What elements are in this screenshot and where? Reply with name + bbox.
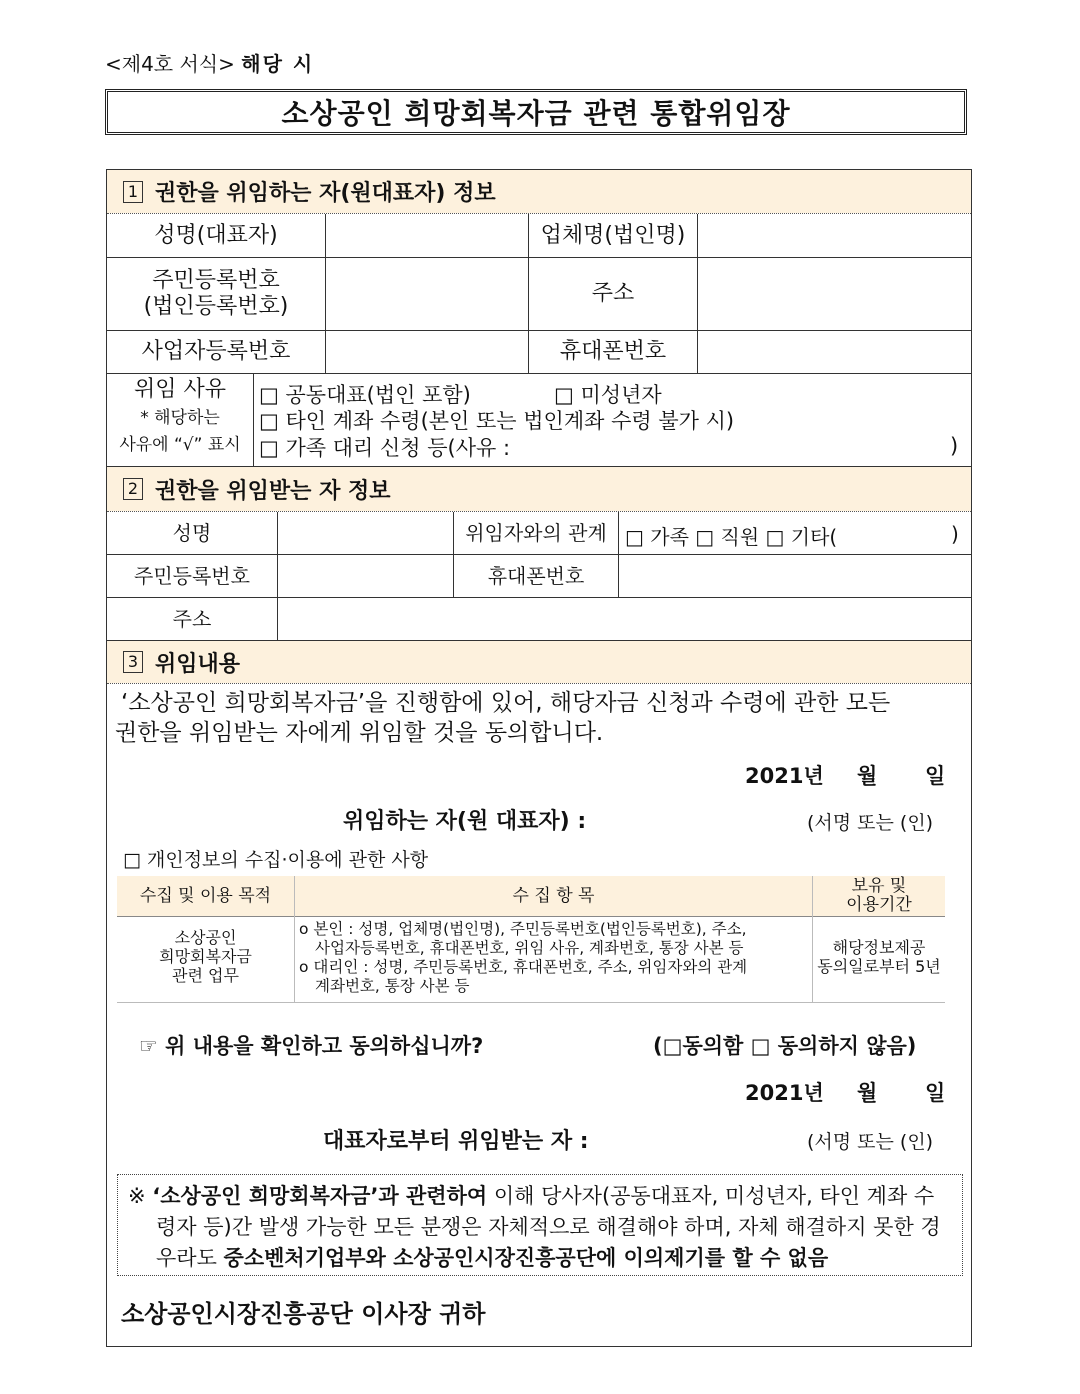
delegation-statement: [115, 688, 965, 748]
delegator-name-field[interactable]: [326, 214, 528, 257]
date-day-1: 일: [925, 764, 946, 788]
reason-option-other-account[interactable]: □ 타인 계좌 수령(본인 또는 법인계좌 수령 불가 시): [259, 409, 735, 433]
delegatee-name-field[interactable]: [278, 512, 453, 554]
delegatee-rrn-field[interactable]: [278, 555, 453, 597]
privacy-purpose-line3: 관련 업무: [172, 966, 239, 985]
section1-heading: 권한을 위임하는 자(원대표자) 정보: [155, 181, 496, 206]
reason-note-line2: 사유에 “√” 표시: [119, 435, 241, 455]
privacy-purpose-line2: 희망회복자금: [159, 947, 252, 966]
date-year-1: 2021년: [745, 764, 824, 788]
delegatee-sign-label: 대표자로부터 위임받는 자 :: [323, 1129, 589, 1154]
biz-reg-field[interactable]: [326, 331, 528, 373]
privacy-col-retention-line1: 보유 및: [851, 876, 907, 896]
delegatee-address-field[interactable]: [278, 598, 971, 640]
section3-heading: 위임내용: [155, 651, 241, 677]
company-name-field[interactable]: [698, 214, 971, 257]
relation-label: 위임자와의 관계: [465, 521, 607, 545]
relation-close-paren: ): [951, 522, 959, 546]
section2-number: 2: [123, 478, 143, 500]
delegatee-name-label: 성명: [172, 521, 212, 545]
privacy-items-line3: o 대리인 : 성명, 주민등록번호, 휴대폰번호, 주소, 위임자와의 관계: [299, 958, 748, 976]
privacy-table: [117, 876, 945, 1002]
privacy-purpose-line1: 소상공인: [174, 928, 237, 947]
delegatee-sign-hint: (서명 또는 (인): [807, 1131, 934, 1153]
privacy-items-line1: o 본인 : 성명, 업체명(법인명), 주민등록번호(법인등록번호), 주소,: [299, 920, 747, 938]
reason-option-minor[interactable]: □ 미성년자: [554, 383, 662, 407]
rrn-field[interactable]: [326, 258, 528, 330]
date-month-1: 월: [857, 764, 878, 788]
privacy-col-retention-line2: 이용기간: [846, 895, 912, 915]
rrn-label: [107, 258, 325, 330]
delegator-phone-field[interactable]: [698, 331, 971, 373]
privacy-col-items: 수 집 항 목: [295, 876, 812, 917]
date-year-2: 2021년: [745, 1081, 824, 1105]
section2-heading: 권한을 위임받는 자 정보: [155, 478, 391, 504]
document-title: 소상공인 희망회복자금 관련 통합위임장: [105, 89, 967, 135]
privacy-col-retention: [813, 876, 945, 917]
privacy-items-line4: 계좌번호, 통장 사본 등: [315, 977, 470, 995]
privacy-items: [299, 920, 811, 996]
section1-number: 1: [123, 181, 143, 203]
date-month-2: 월: [857, 1081, 878, 1105]
relation-options[interactable]: □ 가족 □ 직원 □ 기타(: [625, 525, 838, 549]
date-day-2: 일: [925, 1081, 946, 1105]
notice-mark: ※: [128, 1184, 146, 1208]
privacy-retention-line2: 동의일로부터 5년: [817, 957, 941, 976]
consent-question: ☞ 위 내용을 확인하고 동의하십니까?: [139, 1034, 484, 1058]
privacy-heading: □ 개인정보의 수집·이용에 관한 사항: [123, 849, 429, 871]
addressee: 소상공인시장진흥공단 이사장 귀하: [121, 1300, 486, 1328]
notice-bold-2: 중소벤처기업부와 소상공인시장진흥공단에 이의제기를 할 수 없음: [223, 1246, 829, 1270]
address-field[interactable]: [698, 258, 971, 330]
delegatee-phone-field[interactable]: [619, 555, 971, 597]
section1-header: [107, 170, 971, 213]
privacy-items-line2: 사업자등록번호, 휴대폰번호, 위임 사유, 계좌번호, 통장 사본 등: [315, 939, 744, 957]
form-condition: 해당 시: [241, 52, 315, 76]
form-number: <제4호 서식>: [105, 52, 235, 76]
delegation-statement-line1: ‘소상공인 희망회복자금’을 진행함에 있어, 해당자금 신청과 수령에 관한 모든: [121, 690, 891, 716]
notice-text: 이해 당사자(공동대표자, 미성년자, 타인 계좌 수령자 등)간 발생 가능한 모든 분쟁은 자체적으로 해결해야 하며, 자체 해결하지 못한 경우라도: [156, 1184, 941, 1270]
consent-options[interactable]: (□동의함 □ 동의하지 않음): [653, 1034, 917, 1058]
rrn-label-line2: (법인등록번호): [143, 294, 289, 319]
delegation-form: [106, 169, 972, 1347]
company-name-label: 업체명(법인명): [540, 222, 686, 248]
delegatee-address-label: 주소: [172, 607, 212, 631]
delegation-statement-line2: 권한을 위임받는 자에게 위임할 것을 동의합니다.: [115, 720, 604, 746]
dispute-notice: [117, 1174, 963, 1276]
section3-number: 3: [123, 651, 143, 673]
address-label: 주소: [591, 281, 635, 306]
delegator-phone-label: 휴대폰번호: [559, 339, 667, 364]
privacy-col-purpose: 수집 및 이용 목적: [117, 876, 294, 917]
rrn-label-line1: 주민등록번호: [152, 268, 280, 293]
delegator-sign-hint: (서명 또는 (인): [807, 812, 934, 834]
privacy-retention: [813, 938, 945, 976]
section2-header: [107, 467, 971, 511]
delegatee-phone-label: 휴대폰번호: [487, 564, 585, 588]
form-number-label: [105, 48, 314, 77]
section3-header: [107, 641, 971, 683]
privacy-retention-line1: 해당정보제공: [832, 938, 926, 957]
delegatee-rrn-label: 주민등록번호: [134, 564, 250, 588]
reason-close-paren: ): [950, 434, 959, 458]
delegator-name-label: 성명(대표자): [154, 222, 278, 248]
reason-label: 위임 사유: [133, 377, 226, 402]
delegator-sign-label: 위임하는 자(원 대표자) :: [343, 809, 587, 834]
privacy-purpose: [117, 928, 294, 985]
notice-bold-1: ‘소상공인 희망회복자금’과 관련하여: [152, 1184, 488, 1208]
biz-reg-label: 사업자등록번호: [141, 339, 291, 364]
reason-option-family-proxy[interactable]: □ 가족 대리 신청 등(사유 :: [259, 436, 511, 460]
reason-note-line1: * 해당하는: [140, 408, 220, 428]
reason-option-joint-rep[interactable]: □ 공동대표(법인 포함): [259, 383, 471, 407]
